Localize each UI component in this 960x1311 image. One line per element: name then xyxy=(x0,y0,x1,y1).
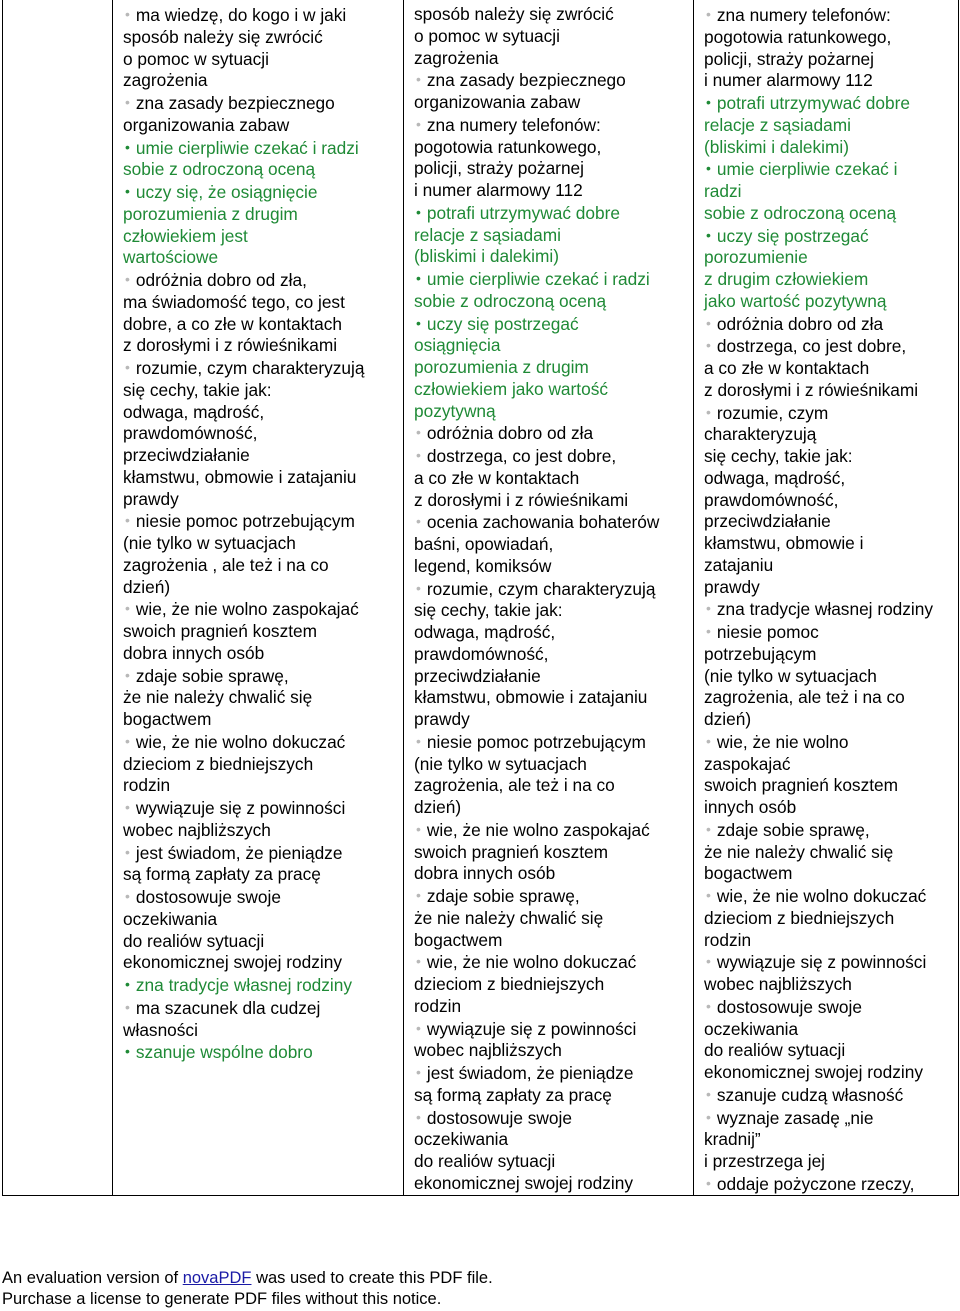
list-item xyxy=(704,4,960,92)
list-item-text: potrafi utrzymywać dobre relacje z sąsiadami (bliskimi i dalekimi) xyxy=(704,93,910,157)
list-item xyxy=(414,819,693,885)
table-column-empty xyxy=(3,0,113,1195)
bullet-icon: • xyxy=(416,887,421,903)
notice-text-after: was used to create this PDF file. xyxy=(251,1269,493,1287)
list-item xyxy=(414,1107,693,1195)
bullet-icon: • xyxy=(416,1019,421,1036)
bullet-icon: • xyxy=(416,953,421,970)
bullet-icon: • xyxy=(125,512,130,529)
bullet-icon: • xyxy=(706,600,711,617)
bullet-icon: • xyxy=(125,183,130,199)
list-item xyxy=(704,1173,960,1195)
list-item xyxy=(414,1018,693,1063)
list-item-text: niesie pomoc potrzebującym (nie tylko w sytuacjach zagrożenia , ale też i na co dzień) xyxy=(123,511,355,597)
list-item xyxy=(123,181,403,269)
list-item xyxy=(414,885,693,951)
notice-line-1 xyxy=(2,1268,493,1289)
list-item-text: zdaje sobie sprawę, że nie należy chwalić się bogactwem xyxy=(414,886,604,950)
bullet-icon: • xyxy=(416,732,421,749)
bullet-icon: • xyxy=(706,314,711,331)
list-item-text: niesie pomoc potrzebującym (nie tylko w sytuacjach zagrożenia, ale też i na co dzień) xyxy=(704,622,905,729)
list-item xyxy=(704,335,960,401)
bullet-icon: • xyxy=(125,6,130,22)
bullet-icon: • xyxy=(416,424,421,441)
list-item xyxy=(704,313,960,336)
bullet-icon: • xyxy=(125,976,130,992)
list-item xyxy=(123,357,403,510)
list-item-text: wywiązuje się z powinności wobec najbliższych xyxy=(414,1018,637,1061)
list-item xyxy=(414,313,693,423)
bullet-icon: • xyxy=(706,1174,711,1191)
list-item-text: wie, że nie wolno dokuczać dzieciom z biedniejszych rodzin xyxy=(414,952,637,1016)
list-item-text: rozumie, czym charakteryzują się cechy, takie jak: odwaga, mądrość, prawdomówność, przeciwdziałanie kłamstwu, obmowie i zatajaniu prawdy xyxy=(123,358,365,509)
list-item xyxy=(704,402,960,599)
list-item xyxy=(704,731,960,819)
list-item-text: wie, że nie wolno zaspokajać swoich pragnień kosztem innych osób xyxy=(704,731,899,817)
list-item xyxy=(123,137,403,182)
list-item xyxy=(123,598,403,664)
list-item-text: dostrzega, co jest dobre, a co złe w kontaktach z dorosłymi i z rówieśnikami xyxy=(704,336,919,400)
list-item-text: zna numery telefonów: pogotowia ratunkowego, policji, straży pożarnej i numer alarmowy 112 xyxy=(414,114,602,200)
list-item-text: wie, że nie wolno dokuczać dzieciom z biedniejszych rodzin xyxy=(123,731,346,796)
table-column-1 xyxy=(113,0,404,1195)
bullet-icon: • xyxy=(125,799,130,815)
list-item-text: uczy się postrzegać osiągnięcia porozumienia z drugim człowiekiem jako wartość pozytywną xyxy=(414,313,608,421)
list-item-text: odróżnia dobro od zła, ma świadomość tego, co jest dobre, a co złe w kontaktach z dorosłymi i z rówieśnikami xyxy=(123,270,345,356)
bullet-icon: • xyxy=(706,94,711,110)
list-item xyxy=(123,974,403,997)
bullet-icon: • xyxy=(125,600,130,617)
bullet-icon: • xyxy=(125,359,130,375)
list-item-text: wie, że nie wolno zaspokajać swoich pragnień kosztem dobra innych osób xyxy=(123,599,359,663)
bullet-icon: • xyxy=(706,997,711,1014)
list-item xyxy=(123,269,403,357)
list-item-text: odróżnia dobro od zła xyxy=(426,423,594,444)
list-item-text: umie cierpliwie czekać i radzi sobie z odroczoną oceną xyxy=(414,269,650,311)
notice-text-before: An evaluation version of xyxy=(2,1269,183,1287)
list-item xyxy=(123,731,403,797)
list-item xyxy=(123,997,403,1042)
bullet-icon: • xyxy=(706,1085,711,1102)
list-item xyxy=(414,731,693,819)
list-item xyxy=(414,69,693,114)
bullet-icon: • xyxy=(706,953,711,970)
list-item-text: rozumie, czym charakteryzują się cechy, takie jak: odwaga, mądrość, prawdomówność, przeciwdziałanie kłamstwu, obmowie i zatajaniu prawdy xyxy=(704,402,864,597)
bullet-icon: • xyxy=(125,888,130,904)
list-item xyxy=(414,1062,693,1107)
bullet-icon: • xyxy=(125,271,130,287)
list-item xyxy=(123,510,403,598)
list-item xyxy=(414,511,693,577)
list-item xyxy=(414,202,693,268)
evaluation-notice xyxy=(2,1268,493,1310)
list-item-text: dostrzega, co jest dobre, a co złe w kontaktach z dorosłymi i z rówieśnikami xyxy=(414,446,629,510)
list-item-text: zna zasady bezpiecznego organizowania zabaw xyxy=(123,93,335,135)
table-column-3 xyxy=(694,0,960,1195)
list-item-text: uczy się, że osiągnięcie porozumienia z drugim człowiekiem jest wartościowe xyxy=(123,182,318,268)
list-item xyxy=(414,4,693,69)
list-item xyxy=(704,885,960,951)
bullet-icon: • xyxy=(125,138,130,155)
list-item-text: zna numery telefonów: pogotowia ratunkowego, policji, straży pożarnej i numer alarmowy 112 xyxy=(704,5,892,91)
bullet-icon: • xyxy=(706,820,711,837)
list-item-text: umie cierpliwie czekać i radzi sobie z odroczoną oceną xyxy=(704,159,898,223)
list-item-text: zdaje sobie sprawę, że nie należy chwalić się bogactwem xyxy=(123,665,313,729)
list-item xyxy=(123,842,403,887)
bullet-icon: • xyxy=(706,160,711,177)
curriculum-table xyxy=(2,0,959,1196)
list-item xyxy=(704,92,960,158)
list-item-text: szanuje cudzą własność xyxy=(716,1084,904,1105)
list-item xyxy=(123,4,403,92)
list-item xyxy=(704,598,960,621)
bullet-icon: • xyxy=(416,579,421,596)
bullet-icon: • xyxy=(706,337,711,354)
bullet-icon: • xyxy=(125,94,130,110)
bullet-icon: • xyxy=(706,732,711,749)
table-column-2 xyxy=(404,0,694,1195)
list-item xyxy=(414,268,693,313)
bullet-icon: • xyxy=(125,666,130,683)
list-item-text: zna tradycje własnej rodziny xyxy=(716,599,934,620)
list-item-text: zna tradycje własnej rodziny xyxy=(135,975,353,995)
bullet-icon: • xyxy=(706,887,711,903)
list-item xyxy=(704,951,960,996)
list-item xyxy=(704,1107,960,1173)
novapdf-link[interactable]: novaPDF xyxy=(182,1269,252,1287)
bullet-icon: • xyxy=(416,1064,421,1080)
list-item xyxy=(414,445,693,511)
bullet-icon: • xyxy=(706,226,711,243)
bullet-icon: • xyxy=(706,1108,711,1125)
list-item xyxy=(704,621,960,731)
list-item-text: zdaje sobie sprawę, że nie należy chwalić się bogactwem xyxy=(704,819,894,884)
list-item xyxy=(704,996,960,1084)
bullet-icon: • xyxy=(416,270,421,286)
table-cell xyxy=(113,0,403,1064)
list-item-text: dostosowuje swoje oczekiwania do realiów sytuacji ekonomicznej swojej rodziny xyxy=(704,996,923,1082)
bullet-icon: • xyxy=(125,998,130,1015)
list-item xyxy=(704,1084,960,1107)
list-item xyxy=(704,819,960,885)
list-item-text: umie cierpliwie czekać i radzi sobie z odroczoną oceną xyxy=(123,137,359,180)
table-cell xyxy=(694,0,960,1195)
bullet-icon: • xyxy=(125,843,130,860)
list-item xyxy=(123,797,403,842)
bullet-icon: • xyxy=(416,115,421,132)
list-item-text: zna zasady bezpiecznego organizowania zabaw xyxy=(414,70,626,112)
list-item-text: jest świadom, że pieniądze są formą zapłaty za pracę xyxy=(414,1063,634,1105)
list-item-text: wie, że nie wolno zaspokajać swoich pragnień kosztem dobra innych osób xyxy=(414,819,650,884)
list-item-text: wie, że nie wolno dokuczać dzieciom z biedniejszych rodzin xyxy=(704,886,927,950)
list-item xyxy=(704,225,960,313)
list-item-text: dostosowuje swoje oczekiwania do realiów sytuacji ekonomicznej swojej rodziny xyxy=(123,887,342,973)
list-item xyxy=(123,665,403,731)
list-item-text: potrafi utrzymywać dobre relacje z sąsiadami (bliskimi i dalekimi) xyxy=(414,202,620,267)
bullet-icon: • xyxy=(706,6,711,22)
bullet-icon: • xyxy=(416,71,421,88)
list-item-text: uczy się postrzegać porozumienie z drugim człowiekiem jako wartość pozytywną xyxy=(704,225,887,311)
bullet-icon: • xyxy=(125,732,130,749)
list-item xyxy=(414,114,693,202)
list-item-text: dostosowuje swoje oczekiwania do realiów sytuacji ekonomicznej swojej rodziny xyxy=(414,1107,633,1193)
list-item-text: wywiązuje się z powinności wobec najbliższych xyxy=(704,952,927,994)
list-item-text: rozumie, czym charakteryzują się cechy, takie jak: odwaga, mądrość, prawdomówność, przeciwdziałanie kłamstwu, obmowie i zatajaniu prawdy xyxy=(414,578,656,729)
bullet-icon: • xyxy=(706,403,711,420)
bullet-icon: • xyxy=(416,314,421,331)
list-item-text: oddaje pożyczone rzeczy, xyxy=(716,1173,915,1194)
list-item-text: wywiązuje się z powinności wobec najbliższych xyxy=(123,798,346,840)
list-item xyxy=(123,92,403,137)
list-item-text: wyznaje zasadę „nie kradnij” i przestrzega jej xyxy=(704,1107,874,1171)
list-item xyxy=(123,886,403,974)
list-item xyxy=(414,422,693,445)
list-item-text: ocenia zachowania bohaterów baśni, opowiadań, legend, komiksów xyxy=(414,512,660,576)
bullet-icon: • xyxy=(125,1043,130,1060)
list-item-text: odróżnia dobro od zła xyxy=(716,313,884,334)
list-item-text: ma szacunek dla cudzej własności xyxy=(123,997,321,1040)
bullet-icon: • xyxy=(416,1108,421,1125)
list-item xyxy=(123,1041,403,1064)
table-cell xyxy=(404,0,693,1195)
bullet-icon: • xyxy=(416,447,421,463)
bullet-icon: • xyxy=(416,203,421,220)
list-item xyxy=(414,578,693,731)
list-item-text: niesie pomoc potrzebującym (nie tylko w sytuacjach zagrożenia, ale też i na co dzień) xyxy=(414,731,646,817)
bullet-icon: • xyxy=(416,513,421,530)
bullet-icon: • xyxy=(416,820,421,837)
list-item-text: jest świadom, że pieniądze są formą zapłaty za pracę xyxy=(123,842,343,885)
list-item xyxy=(414,951,693,1017)
list-item-text: szanuje wspólne dobro xyxy=(135,1042,313,1063)
bullet-icon: • xyxy=(706,623,711,639)
list-item xyxy=(704,158,960,224)
list-item-text: ma wiedzę, do kogo i w jaki sposób należy się zwrócić o pomoc w sytuacji zagrożenia xyxy=(123,5,347,91)
notice-line-2: Purchase a license to generate PDF files without this notice. xyxy=(2,1290,442,1308)
list-item-text: sposób należy się zwrócić o pomoc w sytuacji zagrożenia xyxy=(414,4,614,68)
